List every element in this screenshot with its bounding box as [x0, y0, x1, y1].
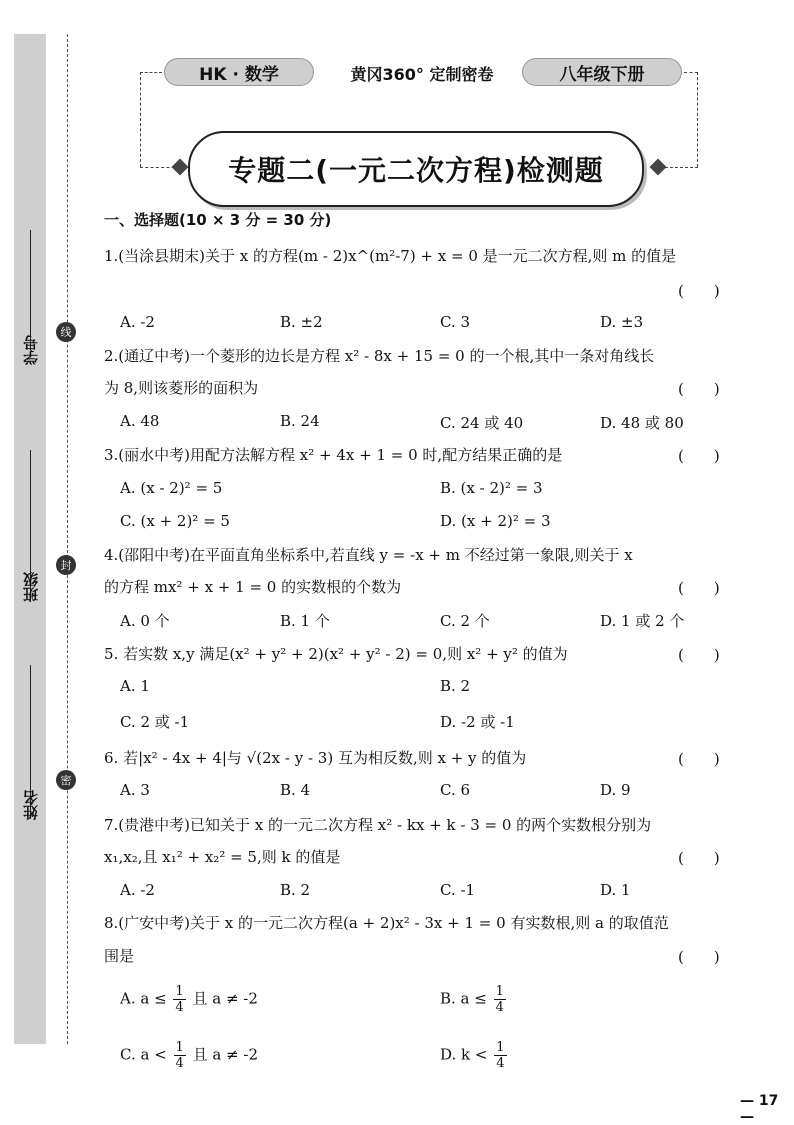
page-title: 专题二(一元二次方程)检测题 — [188, 131, 644, 207]
q3-option-b: B. (x - 2)² = 3 — [440, 479, 543, 497]
seal-seal: 封 — [56, 555, 76, 575]
student-id-blank — [30, 230, 31, 350]
name-label: 姓名 — [22, 790, 40, 820]
student-id-label: 学号 — [22, 335, 40, 365]
q2-option-a: A. 48 — [120, 412, 160, 430]
q7-option-b: B. 2 — [280, 881, 311, 899]
q8-option-b: B. a ≤ $\frac{1}{4}$ — [440, 984, 504, 1015]
answer-paren-8: ( ) — [678, 948, 720, 966]
seal-secret: 密 — [56, 770, 76, 790]
grade-badge: 八年级下册 — [522, 58, 682, 86]
answer-paren-1: ( ) — [678, 282, 720, 300]
q1-option-b: B. ±2 — [280, 313, 323, 331]
q6-option-b: B. 4 — [280, 781, 311, 799]
header-dash-left — [140, 72, 162, 73]
q7-option-a: A. -2 — [120, 881, 155, 899]
q1-option-c: C. 3 — [440, 313, 471, 331]
answer-paren-5: ( ) — [678, 646, 720, 664]
question-5-stem: 5. 若实数 x,y 满足(x² + y² + 2)(x² + y² - 2) = 0,则 x² + y² 的值为 — [104, 645, 568, 663]
q2-option-c: C. 24 或 40 — [440, 414, 524, 432]
q1-option-d: D. ±3 — [600, 313, 644, 331]
question-6-stem: 6. 若|x² - 4x + 4|与 √(2x - y - 3) 互为相反数,则 x + y 的值为 — [104, 749, 527, 767]
q6-option-d: D. 9 — [600, 781, 631, 799]
q6-option-c: C. 6 — [440, 781, 471, 799]
q3-option-a: A. (x - 2)² = 5 — [120, 479, 223, 497]
q8-option-c: C. a < $\frac{1}{4}$ 且 a ≠ -2 — [120, 1040, 259, 1071]
binding-cut-line — [67, 34, 68, 1044]
q8-option-d: D. k < $\frac{1}{4}$ — [440, 1040, 505, 1071]
q4-option-b: B. 1 个 — [280, 612, 330, 630]
q7-option-c: C. -1 — [440, 881, 476, 899]
answer-paren-6: ( ) — [678, 750, 720, 768]
question-3-stem: 3.(丽水中考)用配方法解方程 x² + 4x + 1 = 0 时,配方结果正确的是 — [104, 446, 563, 464]
q4-option-d: D. 1 或 2 个 — [600, 612, 685, 630]
question-2-stem-1: 2.(通辽中考)一个菱形的边长是方程 x² - 8x + 15 = 0 的一个根,其中一条对角线长 — [104, 347, 655, 365]
header-dash-right — [684, 72, 698, 73]
diamond-left — [172, 159, 189, 176]
q2-option-b: B. 24 — [280, 412, 320, 430]
diamond-right — [650, 159, 667, 176]
header-dash-left-v — [140, 72, 141, 167]
answer-paren-3: ( ) — [678, 447, 720, 465]
q5-option-b: B. 2 — [440, 677, 471, 695]
answer-paren-7: ( ) — [678, 849, 720, 867]
q1-option-a: A. -2 — [120, 313, 155, 331]
fraction: $\frac{1}{4}$ — [495, 984, 504, 1015]
q5-option-a: A. 1 — [120, 677, 150, 695]
question-4-stem-1: 4.(邵阳中考)在平面直角坐标系中,若直线 y = -x + m 不经过第一象限,则关于 x — [104, 546, 633, 564]
q5-option-d: D. -2 或 -1 — [440, 713, 515, 731]
answer-paren-4: ( ) — [678, 579, 720, 597]
question-4-stem-2: 的方程 mx² + x + 1 = 0 的实数根的个数为 — [104, 578, 402, 596]
question-7-stem-2: x₁,x₂,且 x₁² + x₂² = 5,则 k 的值是 — [104, 848, 341, 866]
question-2-stem-2: 为 8,则该菱形的面积为 — [104, 379, 259, 397]
q3-option-c: C. (x + 2)² = 5 — [120, 512, 230, 530]
header-dash-right-v — [697, 72, 698, 167]
question-7-stem-1: 7.(贵港中考)已知关于 x 的一元二次方程 x² - kx + k - 3 = 0 的两个实数根分别为 — [104, 816, 652, 834]
fraction: $\frac{1}{4}$ — [175, 984, 184, 1015]
seal-line: 线 — [56, 322, 76, 342]
q8-option-a: A. a ≤ $\frac{1}{4}$ 且 a ≠ -2 — [120, 984, 258, 1015]
brand-label: 黄冈360° 定制密卷 — [350, 64, 494, 84]
q4-option-c: C. 2 个 — [440, 612, 490, 630]
fraction: $\frac{1}{4}$ — [496, 1040, 505, 1071]
question-1-stem: 1.(当涂县期末)关于 x 的方程(m - 2)x^(m²-7) + x = 0 是一元二次方程,则 m 的值是 — [104, 247, 677, 265]
class-label: 班级 — [22, 572, 40, 602]
q7-option-d: D. 1 — [600, 881, 631, 899]
answer-paren-2: ( ) — [678, 380, 720, 398]
subject-badge: HK · 数学 — [164, 58, 314, 86]
q5-option-c: C. 2 或 -1 — [120, 713, 190, 731]
page-number: — 17 — — [740, 1093, 779, 1125]
q6-option-a: A. 3 — [120, 781, 150, 799]
q3-option-d: D. (x + 2)² = 3 — [440, 512, 551, 530]
fraction: $\frac{1}{4}$ — [175, 1040, 184, 1071]
question-8-stem-1: 8.(广安中考)关于 x 的一元二次方程(a + 2)x² - 3x + 1 = 0 有实数根,则 a 的取值范 — [104, 914, 669, 932]
section-heading: 一、选择题(10 × 3 分 = 30 分) — [104, 211, 332, 229]
q2-option-d: D. 48 或 80 — [600, 414, 684, 432]
question-8-stem-2: 围是 — [104, 947, 135, 965]
q4-option-a: A. 0 个 — [120, 612, 170, 630]
